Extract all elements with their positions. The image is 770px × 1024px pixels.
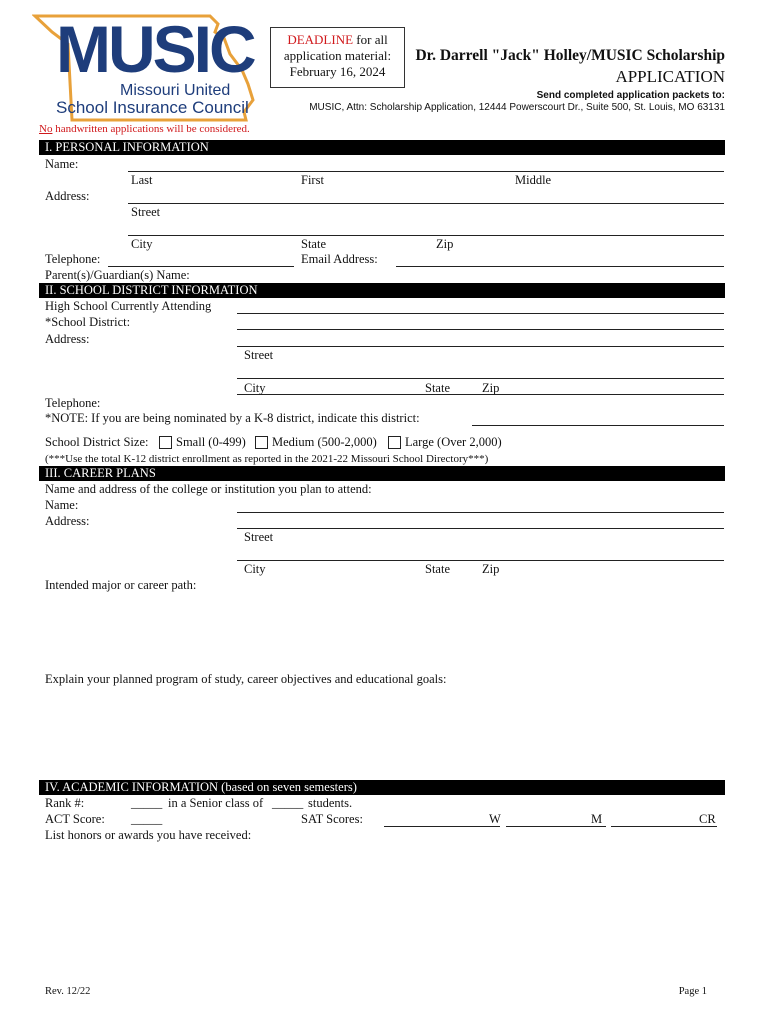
state-label: State xyxy=(301,237,326,251)
small-checkbox[interactable] xyxy=(159,436,172,449)
deadline-highlight: DEADLINE xyxy=(287,32,354,47)
district-zip-label: Zip xyxy=(482,381,500,395)
send-label: Send completed application packets to: xyxy=(536,90,725,101)
mailing-address: MUSIC, Attn: Scholarship Application, 12444 Powerscourt Dr., Suite 500, St. Louis, MO 63131 xyxy=(309,102,725,113)
district-street-label: Street xyxy=(244,348,274,362)
sat-w-label: W xyxy=(489,812,501,826)
street-field[interactable] xyxy=(128,203,724,204)
page-title: Dr. Darrell "Jack" Holley/MUSIC Scholarship xyxy=(415,47,725,64)
students-label: students. xyxy=(308,796,353,810)
district-label: *School District: xyxy=(45,315,131,329)
logo-line-1: Missouri United xyxy=(120,82,231,99)
large-label: Large (Over 2,000) xyxy=(405,435,502,449)
honors-label: List honors or awards you have received: xyxy=(45,828,252,842)
deadline-date: February 16, 2024 xyxy=(289,64,386,79)
college-city-label: City xyxy=(244,562,266,576)
college-address-label: Address: xyxy=(45,514,90,528)
city-field[interactable] xyxy=(128,235,724,236)
section-district-header: II. SCHOOL DISTRICT INFORMATION xyxy=(39,283,725,298)
district-telephone-field[interactable] xyxy=(237,394,724,395)
section-career-header: III. CAREER PLANS xyxy=(39,466,725,481)
city-label: City xyxy=(131,237,153,251)
district-city-field[interactable] xyxy=(237,378,724,379)
email-label: Email Address: xyxy=(301,252,378,266)
first-label: First xyxy=(301,173,324,187)
medium-label: Medium (500-2,000) xyxy=(272,435,377,449)
sat-cr-field[interactable] xyxy=(611,826,717,827)
rank-label: Rank #: xyxy=(45,796,85,810)
district-city-label: City xyxy=(244,381,266,395)
k8-district-field[interactable] xyxy=(472,425,724,426)
notice-rest: handwritten applications will be considered. xyxy=(52,123,250,135)
act-field[interactable]: _____ xyxy=(131,812,163,826)
logo-line-2: School Insurance Council xyxy=(56,98,249,117)
size-note: (***Use the total K-12 district enrollment as reported in the 2021-22 Missouri School Directory***) xyxy=(45,453,489,465)
page-number: Page 1 xyxy=(678,986,707,997)
college-zip-label: Zip xyxy=(482,562,500,576)
email-field[interactable] xyxy=(396,266,724,267)
middle-label: Middle xyxy=(515,173,552,187)
street-label: Street xyxy=(131,205,161,219)
deadline-rest: for all xyxy=(353,32,388,47)
college-state-label: State xyxy=(425,562,450,576)
telephone-label: Telephone: xyxy=(45,252,101,266)
name-label: Name: xyxy=(45,157,79,171)
sat-cr-label: CR xyxy=(699,812,716,826)
college-street-label: Street xyxy=(244,530,274,544)
parents-label: Parent(s)/Guardian(s) Name: xyxy=(45,268,190,282)
college-name-field[interactable] xyxy=(237,512,724,513)
telephone-field[interactable] xyxy=(108,266,294,267)
senior-class-label: in a Senior class of xyxy=(168,796,264,810)
section-personal-header: I. PERSONAL INFORMATION xyxy=(39,140,725,155)
high-school-field[interactable] xyxy=(237,313,724,314)
sat-m-field[interactable] xyxy=(506,826,606,827)
page-subtitle: APPLICATION xyxy=(615,67,725,86)
district-state-label: State xyxy=(425,381,450,395)
explain-label: Explain your planned program of study, career objectives and educational goals: xyxy=(45,672,447,686)
notice-underlined: No xyxy=(39,123,53,135)
name-field[interactable] xyxy=(128,171,724,172)
large-checkbox[interactable] xyxy=(388,436,401,449)
revision-label: Rev. 12/22 xyxy=(45,986,91,997)
deadline-line-2: application material: xyxy=(283,48,392,63)
address-label: Address: xyxy=(45,189,90,203)
college-label: Name and address of the college or institution you plan to attend: xyxy=(45,482,372,496)
college-street-field[interactable] xyxy=(237,528,724,529)
k8-note-label: *NOTE: If you are being nominated by a K-8 district, indicate this district: xyxy=(45,411,420,425)
last-label: Last xyxy=(131,173,153,187)
college-name-label: Name: xyxy=(45,498,79,512)
zip-label: Zip xyxy=(436,237,454,251)
rank-field[interactable]: _____ xyxy=(131,796,163,810)
logo-wordmark: MUSIC xyxy=(56,12,254,86)
college-city-field[interactable] xyxy=(237,560,724,561)
section-academic-header: IV. ACADEMIC INFORMATION (based on seven semesters) xyxy=(39,780,725,795)
district-size-label: School District Size: xyxy=(45,435,149,449)
district-street-field[interactable] xyxy=(237,346,724,347)
district-telephone-label: Telephone: xyxy=(45,396,101,410)
sat-m-label: M xyxy=(591,812,603,826)
district-field[interactable] xyxy=(237,329,724,330)
handwritten-notice xyxy=(39,122,250,136)
act-label: ACT Score: xyxy=(45,812,105,826)
high-school-label: High School Currently Attending xyxy=(45,299,212,313)
small-label: Small (0-499) xyxy=(176,435,246,449)
district-address-label: Address: xyxy=(45,332,90,346)
medium-checkbox[interactable] xyxy=(255,436,268,449)
class-size-field[interactable]: _____ xyxy=(272,796,304,810)
deadline-box xyxy=(270,27,405,88)
sat-label: SAT Scores: xyxy=(301,812,363,826)
sat-w-field[interactable] xyxy=(384,826,500,827)
major-label: Intended major or career path: xyxy=(45,578,197,592)
